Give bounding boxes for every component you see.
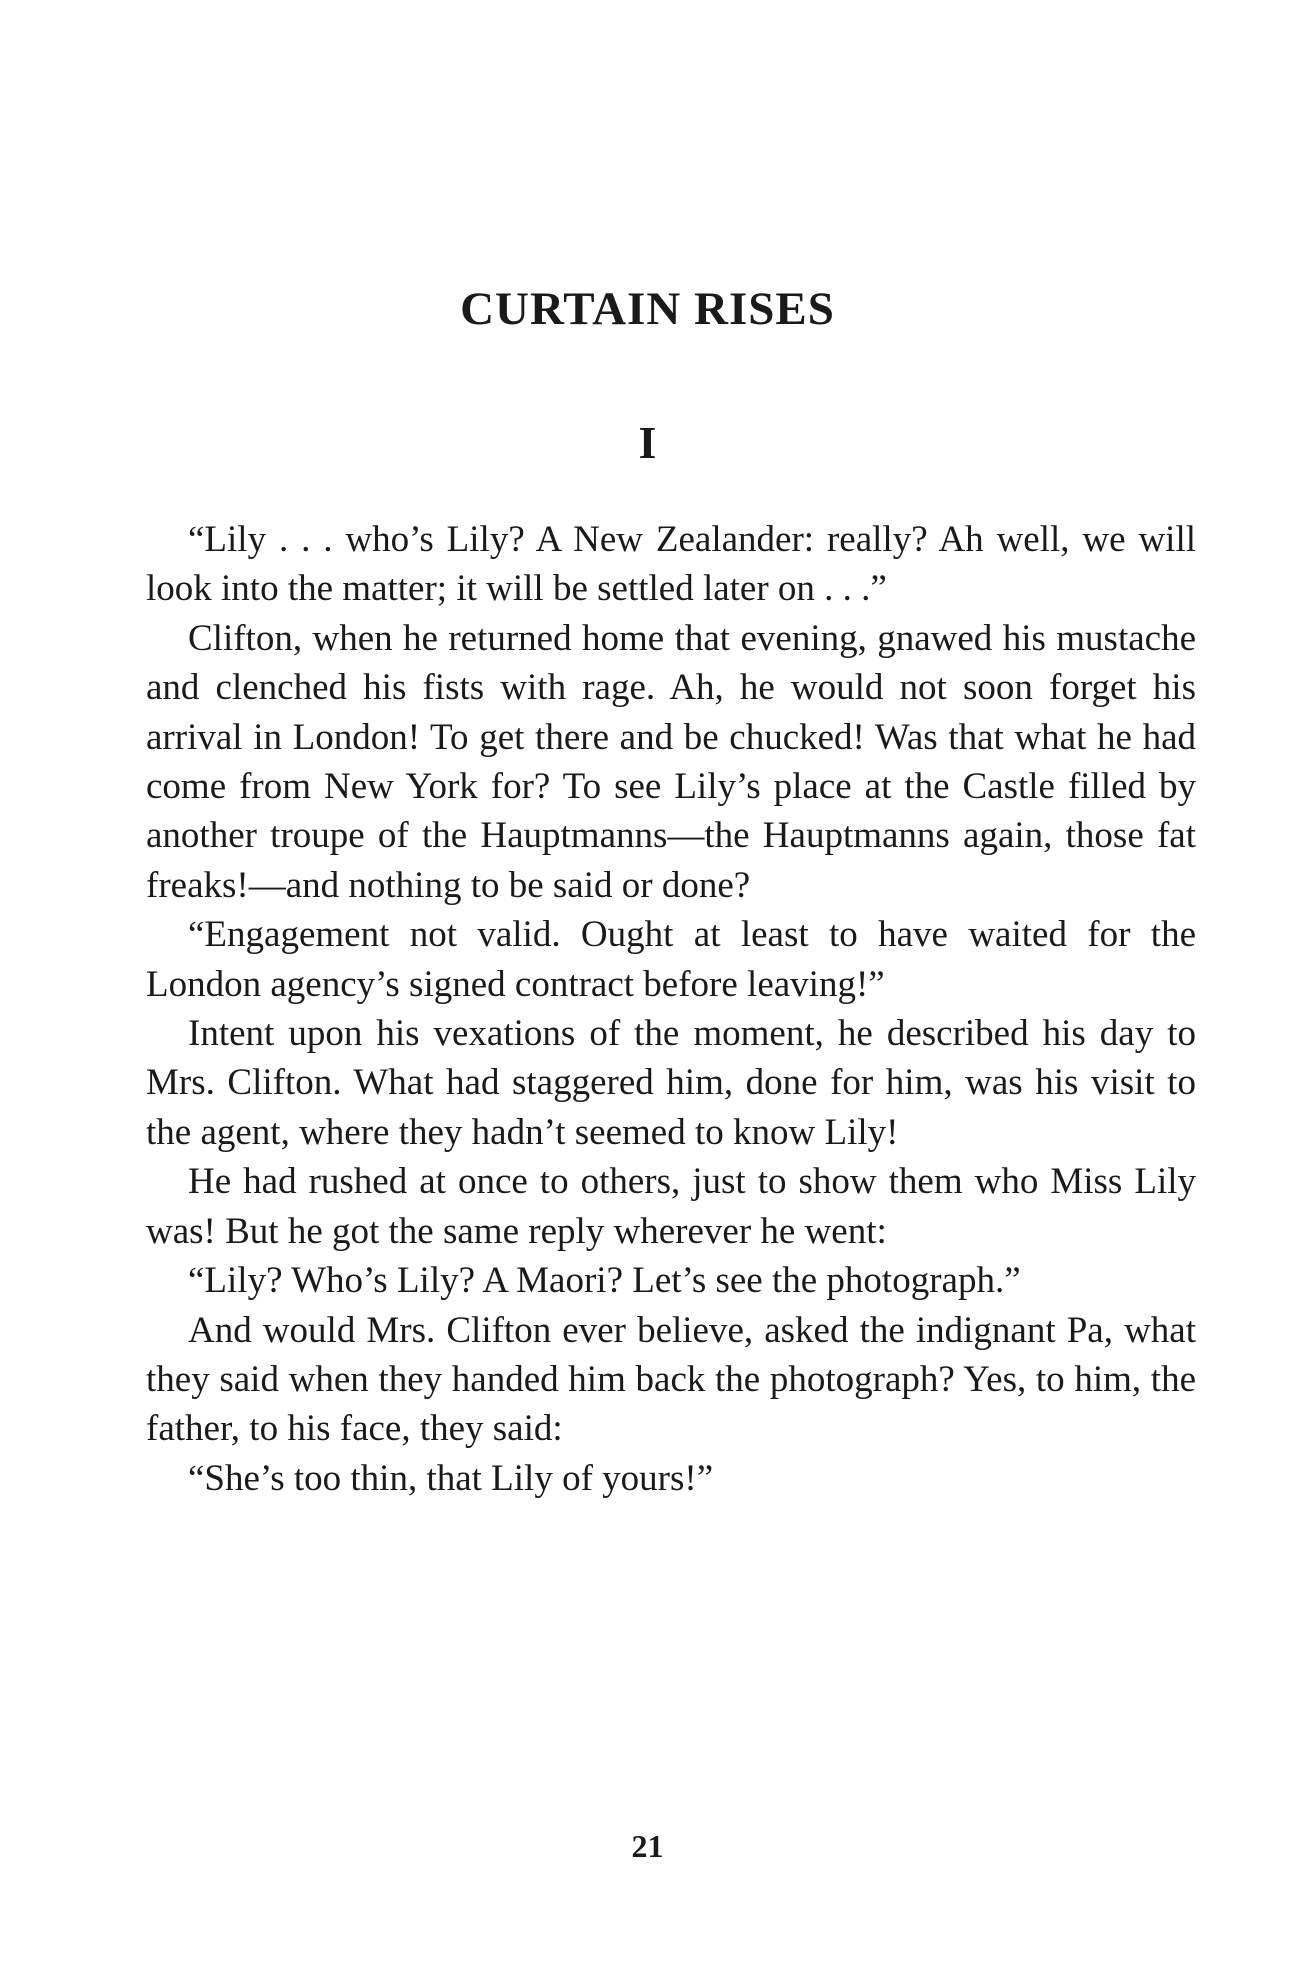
paragraph: He had rushed at once to others, just to show them who Miss Lily was! But he got the same reply wherever he went: bbox=[146, 1161, 1196, 1252]
chapter-title: CURTAIN RISES bbox=[460, 283, 835, 335]
paragraph: “Engagement not valid. Ought at least to have waited for the London agency’s signed contract before leaving!” bbox=[146, 914, 1196, 1005]
page-number: 21 bbox=[631, 1828, 664, 1864]
paragraph: Clifton, when he returned home that evening, gnawed his mustache and clenched his fists with rage. Ah, he would not soon forget his arrival in London! To get there and be chucked! Was that what he had come from New York for? To see Lily’s place at the Castle filled by another troupe of the Hauptmanns—the Hauptmanns again, those fat freaks!—and nothing to be said or done? bbox=[146, 617, 1196, 906]
paragraph: Intent upon his vexations of the moment, he described his day to Mrs. Clifton. What had staggered him, done for him, was his visit to the agent, where they hadn’t seemed to know Lily! bbox=[146, 1013, 1196, 1153]
body-text bbox=[146, 515, 1196, 1503]
paragraph: And would Mrs. Clifton ever believe, asked the indignant Pa, what they said when they handed him back the photograph? Yes, to him, the father, to his face, they said: bbox=[146, 1309, 1196, 1450]
section-number: I bbox=[638, 417, 657, 468]
paragraph: “Lily? Who’s Lily? A Maori? Let’s see the photograph.” bbox=[188, 1260, 1021, 1302]
paragraph: “Lily . . . who’s Lily? A New Zealander: really? Ah well, we will look into the matter; it will be settled later on . . .” bbox=[146, 519, 1196, 610]
paragraph: “She’s too thin, that Lily of yours!” bbox=[188, 1457, 714, 1499]
